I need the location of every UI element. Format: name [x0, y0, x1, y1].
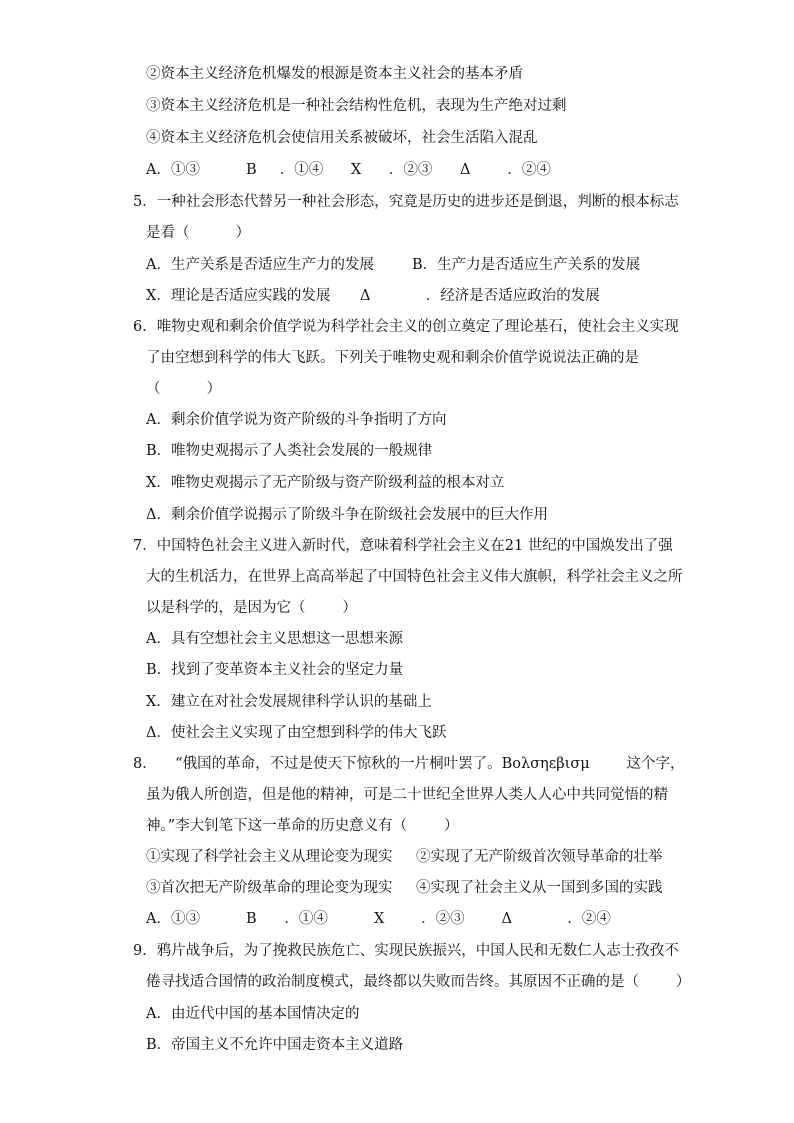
q5-option-d: Δ ．经济是否适应政治的发展: [360, 288, 600, 304]
q6-option-d: Δ．剩余价值学说揭示了阶级斗争在阶级社会发展中的巨大作用: [146, 507, 548, 523]
q8-stem-line-3: 神。”李大钊笔下这一革命的历史意义有（ ）: [146, 818, 459, 834]
q6-stem-line-3: （ ）: [146, 381, 222, 397]
q8-statement-3: ③首次把无产阶级革命的理论变为现实: [146, 880, 393, 896]
q7-stem-line-3: 以是科学的，是因为它（ ）: [146, 600, 357, 616]
q5-option-b: B．生产力是否适应生产关系的发展: [412, 257, 641, 273]
q8-stem-line-1: 8． “俄国的革命，不过是使天下惊秋的一片桐叶罢了。Bολσηεβισμ 这个字，: [133, 756, 685, 772]
q9-stem-line-2: 倦寻找适合国情的政治制度模式，最终都以失败而告终。其原因不正确的是（ ）: [146, 974, 691, 990]
q5-stem-line-1: 5．一种社会形态代替另一种社会形态，究竟是历史的进步还是倒退，判断的根本标志: [133, 194, 679, 210]
q6-option-c: X．唯物史观揭示了无产阶级与资产阶级利益的根本对立: [146, 475, 505, 491]
q4-options: A．①③ B ．①④ X ．②③ Δ ．②④: [146, 162, 551, 178]
q6-option-a: A．剩余价值学说为资产阶级的斗争指明了方向: [146, 412, 447, 428]
q6-option-b: B．唯物史观揭示了人类社会发展的一般规律: [146, 443, 433, 459]
q8-statement-1: ①实现了科学社会主义从理论变为现实: [146, 849, 393, 865]
q8-options: A．①③ B ．①④ X ．②③ Δ ．②④: [146, 911, 611, 927]
q8-statement-2: ②实现了无产阶级首次领导革命的壮举: [416, 849, 663, 865]
q5-option-c: X．理论是否适应实践的发展: [146, 288, 331, 304]
q9-stem-line-1: 9．鸦片战争后，为了挽救民族危亡、实现民族振兴，中国人民和无数仁人志士孜孜不: [133, 943, 679, 959]
q5-stem-line-2: 是看（ ）: [146, 225, 251, 241]
q7-option-a: A．具有空想社会主义思想这一思想来源: [146, 631, 403, 647]
q8-statement-4: ④实现了社会主义从一国到多国的实践: [416, 880, 663, 896]
q7-stem-line-1: 7．中国特色社会主义进入新时代，意味着科学社会主义在21 世纪的中国焕发出了强: [133, 538, 673, 554]
q7-option-d: Δ．使社会主义实现了由空想到科学的伟大飞跃: [146, 725, 447, 741]
q7-stem-line-2: 大的生机活力，在世界上高高举起了中国特色社会主义伟大旗帜，科学社会主义之所: [146, 569, 683, 585]
q6-stem-line-2: 了由空想到科学的伟大飞跃。下列关于唯物史观和剩余价值学说说法正确的是: [146, 350, 639, 366]
q5-option-a: A．生产关系是否适应生产力的发展: [146, 257, 374, 273]
q6-stem-line-1: 6．唯物史观和剩余价值学说为科学社会主义的创立奠定了理论基石，使社会主义实现: [133, 319, 679, 335]
q4-statement-2: ②资本主义经济危机爆发的根源是资本主义社会的基本矛盾: [146, 66, 523, 82]
q8-stem-line-2: 虽为俄人所创造，但是他的精神，可是二十世纪全世界人类人人心中共同觉悟的精: [146, 787, 668, 803]
q9-option-a: A．由近代中国的基本国情决定的: [146, 1006, 360, 1022]
q4-statement-4: ④资本主义经济危机会使信用关系被破坏，社会生活陷入混乱: [146, 130, 538, 146]
q4-statement-3: ③资本主义经济危机是一种社会结构性危机，表现为生产绝对过剩: [146, 98, 567, 114]
q7-option-c: X．建立在对社会发展规律科学认识的基础上: [146, 694, 432, 710]
q7-option-b: B．找到了变革资本主义社会的坚定力量: [146, 662, 404, 678]
q9-option-b: B．帝国主义不允许中国走资本主义道路: [146, 1037, 404, 1053]
